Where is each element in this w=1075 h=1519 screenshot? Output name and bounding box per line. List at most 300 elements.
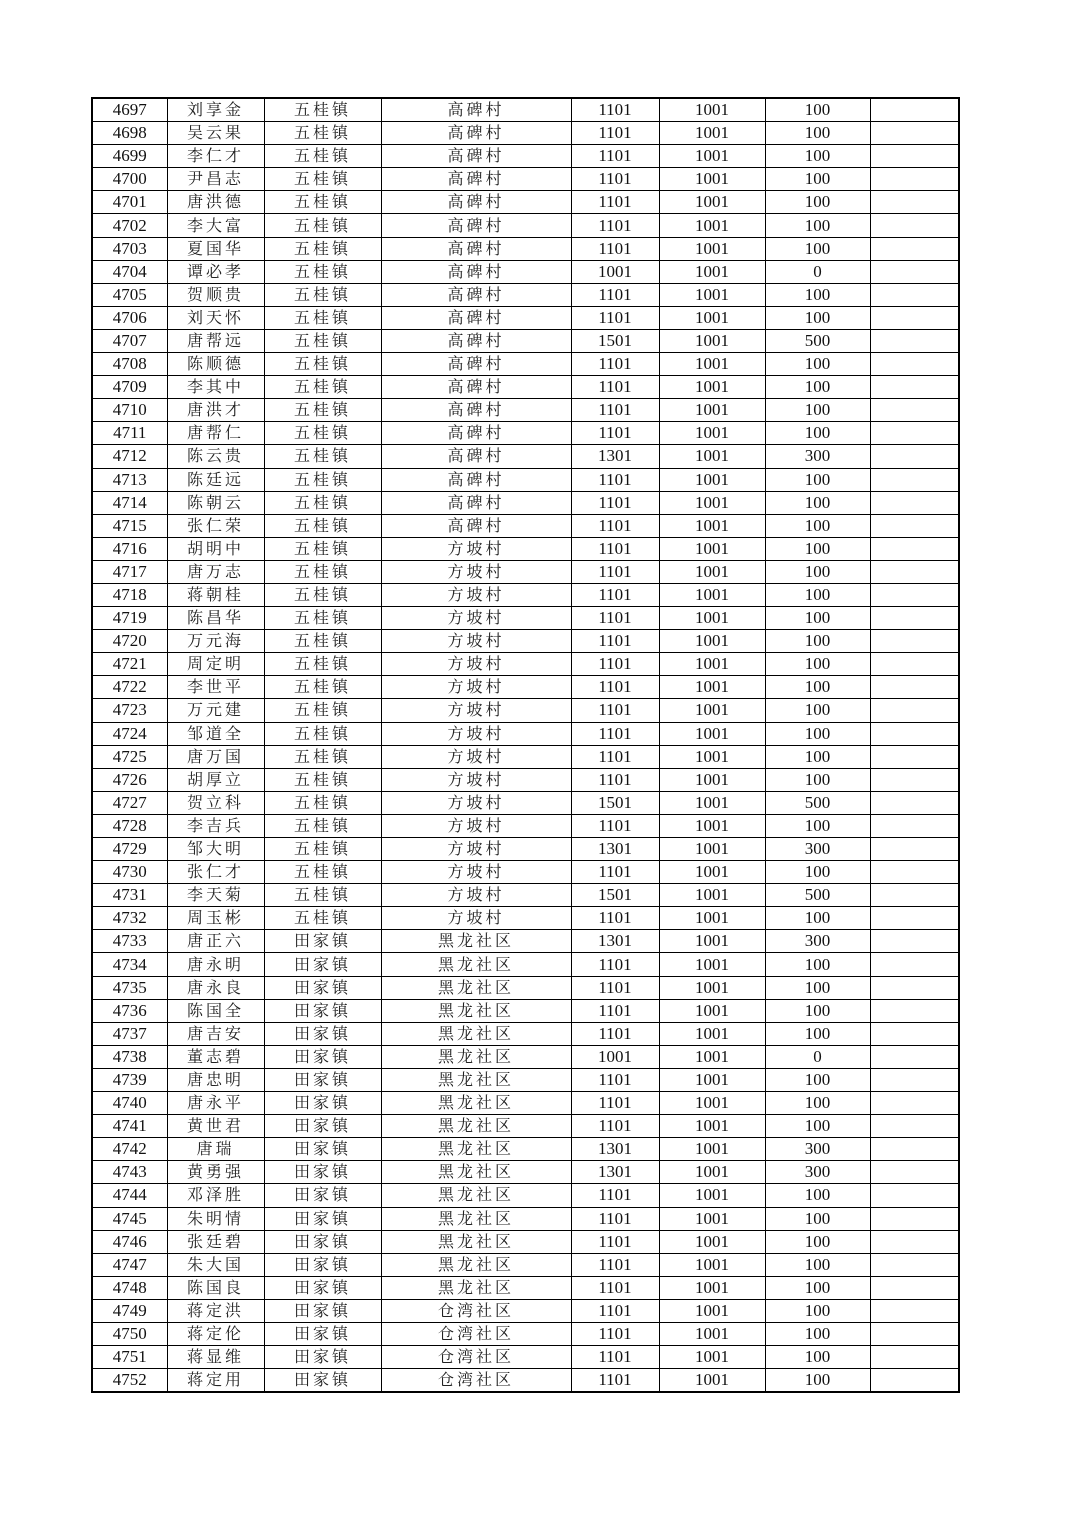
row-number-cell: 4733 [92, 930, 167, 953]
town-cell: 田家镇 [264, 1068, 381, 1091]
difference-cell: 100 [765, 768, 870, 791]
value-a-cell: 1101 [571, 399, 659, 422]
table-row [92, 676, 959, 699]
difference-cell: 100 [765, 168, 870, 191]
difference-cell: 100 [765, 376, 870, 399]
table-row [92, 653, 959, 676]
difference-cell: 100 [765, 514, 870, 537]
row-number-cell: 4743 [92, 1161, 167, 1184]
town-cell: 五桂镇 [264, 560, 381, 583]
name-cell: 唐洪才 [167, 399, 264, 422]
value-a-cell: 1101 [571, 514, 659, 537]
remark-cell [870, 306, 959, 329]
town-cell: 五桂镇 [264, 722, 381, 745]
remark-cell [870, 560, 959, 583]
village-cell: 方坡村 [381, 768, 571, 791]
remark-cell [870, 1207, 959, 1230]
village-cell: 黑龙社区 [381, 1045, 571, 1068]
difference-cell: 100 [765, 722, 870, 745]
village-cell: 高碑村 [381, 399, 571, 422]
name-cell: 唐正六 [167, 930, 264, 953]
value-b-cell: 1001 [659, 445, 765, 468]
difference-cell: 100 [765, 653, 870, 676]
village-cell: 方坡村 [381, 838, 571, 861]
village-cell: 高碑村 [381, 260, 571, 283]
name-cell: 朱明情 [167, 1207, 264, 1230]
name-cell: 唐洪德 [167, 191, 264, 214]
value-a-cell: 1101 [571, 814, 659, 837]
remark-cell [870, 260, 959, 283]
value-b-cell: 1001 [659, 907, 765, 930]
value-b-cell: 1001 [659, 814, 765, 837]
town-cell: 田家镇 [264, 999, 381, 1022]
name-cell: 李天菊 [167, 884, 264, 907]
village-cell: 方坡村 [381, 745, 571, 768]
remark-cell [870, 930, 959, 953]
village-cell: 高碑村 [381, 329, 571, 352]
value-a-cell: 1501 [571, 884, 659, 907]
town-cell: 田家镇 [264, 976, 381, 999]
value-a-cell: 1101 [571, 1230, 659, 1253]
town-cell: 五桂镇 [264, 422, 381, 445]
remark-cell [870, 1068, 959, 1091]
value-a-cell: 1101 [571, 237, 659, 260]
row-number-cell: 4727 [92, 791, 167, 814]
village-cell: 高碑村 [381, 214, 571, 237]
town-cell: 田家镇 [264, 1230, 381, 1253]
name-cell: 张仁才 [167, 861, 264, 884]
town-cell: 五桂镇 [264, 376, 381, 399]
value-b-cell: 1001 [659, 1253, 765, 1276]
difference-cell: 100 [765, 491, 870, 514]
difference-cell: 100 [765, 814, 870, 837]
table-row [92, 907, 959, 930]
value-b-cell: 1001 [659, 1161, 765, 1184]
value-a-cell: 1101 [571, 976, 659, 999]
row-number-cell: 4726 [92, 768, 167, 791]
remark-cell [870, 399, 959, 422]
town-cell: 五桂镇 [264, 98, 381, 122]
value-b-cell: 1001 [659, 98, 765, 122]
difference-cell: 100 [765, 607, 870, 630]
village-cell: 高碑村 [381, 376, 571, 399]
village-cell: 黑龙社区 [381, 1230, 571, 1253]
difference-cell: 100 [765, 745, 870, 768]
remark-cell [870, 1369, 959, 1393]
name-cell: 陈朝云 [167, 491, 264, 514]
value-a-cell: 1101 [571, 676, 659, 699]
town-cell: 田家镇 [264, 1022, 381, 1045]
row-number-cell: 4714 [92, 491, 167, 514]
value-b-cell: 1001 [659, 583, 765, 606]
difference-cell: 100 [765, 1299, 870, 1322]
table-row [92, 768, 959, 791]
value-b-cell: 1001 [659, 791, 765, 814]
town-cell: 田家镇 [264, 930, 381, 953]
table-row [92, 1253, 959, 1276]
table-row [92, 260, 959, 283]
remark-cell [870, 329, 959, 352]
difference-cell: 100 [765, 353, 870, 376]
value-a-cell: 1101 [571, 145, 659, 168]
table-row [92, 1207, 959, 1230]
value-b-cell: 1001 [659, 399, 765, 422]
difference-cell: 100 [765, 399, 870, 422]
row-number-cell: 4700 [92, 168, 167, 191]
town-cell: 五桂镇 [264, 768, 381, 791]
name-cell: 吴云果 [167, 122, 264, 145]
value-b-cell: 1001 [659, 1230, 765, 1253]
table-row [92, 791, 959, 814]
name-cell: 周玉彬 [167, 907, 264, 930]
difference-cell: 100 [765, 1276, 870, 1299]
difference-cell: 300 [765, 1161, 870, 1184]
value-a-cell: 1101 [571, 583, 659, 606]
row-number-cell: 4724 [92, 722, 167, 745]
remark-cell [870, 1022, 959, 1045]
difference-cell: 100 [765, 1115, 870, 1138]
town-cell: 五桂镇 [264, 583, 381, 606]
difference-cell: 100 [765, 560, 870, 583]
remark-cell [870, 168, 959, 191]
village-cell: 高碑村 [381, 514, 571, 537]
town-cell: 五桂镇 [264, 630, 381, 653]
village-cell: 方坡村 [381, 699, 571, 722]
town-cell: 五桂镇 [264, 145, 381, 168]
row-number-cell: 4704 [92, 260, 167, 283]
village-cell: 黑龙社区 [381, 1207, 571, 1230]
remark-cell [870, 630, 959, 653]
difference-cell: 100 [765, 214, 870, 237]
value-a-cell: 1101 [571, 722, 659, 745]
remark-cell [870, 1276, 959, 1299]
village-cell: 黑龙社区 [381, 1138, 571, 1161]
name-cell: 陈云贵 [167, 445, 264, 468]
remark-cell [870, 353, 959, 376]
difference-cell: 300 [765, 1138, 870, 1161]
value-a-cell: 1101 [571, 999, 659, 1022]
remark-cell [870, 1253, 959, 1276]
remark-cell [870, 607, 959, 630]
value-a-cell: 1101 [571, 353, 659, 376]
value-a-cell: 1101 [571, 560, 659, 583]
difference-cell: 100 [765, 1322, 870, 1345]
name-cell: 唐万志 [167, 560, 264, 583]
value-b-cell: 1001 [659, 1115, 765, 1138]
row-number-cell: 4725 [92, 745, 167, 768]
name-cell: 邹大明 [167, 838, 264, 861]
row-number-cell: 4731 [92, 884, 167, 907]
remark-cell [870, 237, 959, 260]
difference-cell: 100 [765, 1184, 870, 1207]
value-a-cell: 1301 [571, 445, 659, 468]
village-cell: 黑龙社区 [381, 1276, 571, 1299]
name-cell: 唐帮仁 [167, 422, 264, 445]
difference-cell: 100 [765, 1230, 870, 1253]
value-b-cell: 1001 [659, 353, 765, 376]
row-number-cell: 4698 [92, 122, 167, 145]
value-a-cell: 1101 [571, 1184, 659, 1207]
table-row [92, 630, 959, 653]
village-cell: 高碑村 [381, 306, 571, 329]
village-cell: 高碑村 [381, 283, 571, 306]
value-a-cell: 1101 [571, 768, 659, 791]
table-row [92, 884, 959, 907]
table-row [92, 122, 959, 145]
row-number-cell: 4742 [92, 1138, 167, 1161]
town-cell: 田家镇 [264, 1322, 381, 1345]
name-cell: 刘天怀 [167, 306, 264, 329]
table-row [92, 699, 959, 722]
table-row [92, 98, 959, 122]
town-cell: 五桂镇 [264, 468, 381, 491]
row-number-cell: 4749 [92, 1299, 167, 1322]
name-cell: 李仁才 [167, 145, 264, 168]
row-number-cell: 4707 [92, 329, 167, 352]
table-row [92, 514, 959, 537]
value-b-cell: 1001 [659, 560, 765, 583]
difference-cell: 100 [765, 583, 870, 606]
name-cell: 陈昌华 [167, 607, 264, 630]
value-a-cell: 1301 [571, 1161, 659, 1184]
table-row [92, 537, 959, 560]
town-cell: 五桂镇 [264, 399, 381, 422]
remark-cell [870, 791, 959, 814]
town-cell: 五桂镇 [264, 745, 381, 768]
difference-cell: 100 [765, 630, 870, 653]
difference-cell: 100 [765, 953, 870, 976]
table-row [92, 1161, 959, 1184]
row-number-cell: 4697 [92, 98, 167, 122]
table-row [92, 237, 959, 260]
difference-cell: 100 [765, 861, 870, 884]
table-row [92, 145, 959, 168]
table-row [92, 999, 959, 1022]
name-cell: 唐吉安 [167, 1022, 264, 1045]
remark-cell [870, 283, 959, 306]
town-cell: 田家镇 [264, 1299, 381, 1322]
row-number-cell: 4745 [92, 1207, 167, 1230]
row-number-cell: 4735 [92, 976, 167, 999]
row-number-cell: 4738 [92, 1045, 167, 1068]
table-row [92, 1068, 959, 1091]
remark-cell [870, 838, 959, 861]
value-a-cell: 1101 [571, 306, 659, 329]
difference-cell: 100 [765, 907, 870, 930]
village-cell: 高碑村 [381, 122, 571, 145]
name-cell: 黄世君 [167, 1115, 264, 1138]
difference-cell: 500 [765, 329, 870, 352]
name-cell: 陈廷远 [167, 468, 264, 491]
table-row [92, 1022, 959, 1045]
town-cell: 田家镇 [264, 1115, 381, 1138]
name-cell: 谭必孝 [167, 260, 264, 283]
value-b-cell: 1001 [659, 214, 765, 237]
value-a-cell: 1101 [571, 861, 659, 884]
value-a-cell: 1101 [571, 491, 659, 514]
row-number-cell: 4719 [92, 607, 167, 630]
difference-cell: 100 [765, 699, 870, 722]
value-b-cell: 1001 [659, 999, 765, 1022]
town-cell: 五桂镇 [264, 653, 381, 676]
village-cell: 高碑村 [381, 168, 571, 191]
value-b-cell: 1001 [659, 1207, 765, 1230]
value-b-cell: 1001 [659, 861, 765, 884]
value-a-cell: 1501 [571, 791, 659, 814]
remark-cell [870, 1322, 959, 1345]
value-a-cell: 1101 [571, 653, 659, 676]
name-cell: 万元海 [167, 630, 264, 653]
town-cell: 田家镇 [264, 1369, 381, 1393]
table-body [92, 98, 959, 1392]
name-cell: 蒋定用 [167, 1369, 264, 1393]
remark-cell [870, 1299, 959, 1322]
difference-cell: 500 [765, 884, 870, 907]
value-a-cell: 1101 [571, 122, 659, 145]
difference-cell: 100 [765, 283, 870, 306]
village-cell: 方坡村 [381, 537, 571, 560]
remark-cell [870, 1138, 959, 1161]
village-cell: 方坡村 [381, 814, 571, 837]
name-cell: 蒋定洪 [167, 1299, 264, 1322]
difference-cell: 100 [765, 145, 870, 168]
remark-cell [870, 468, 959, 491]
table-row [92, 353, 959, 376]
name-cell: 贺顺贵 [167, 283, 264, 306]
village-cell: 高碑村 [381, 491, 571, 514]
name-cell: 蒋朝桂 [167, 583, 264, 606]
row-number-cell: 4718 [92, 583, 167, 606]
value-a-cell: 1101 [571, 607, 659, 630]
remark-cell [870, 422, 959, 445]
remark-cell [870, 653, 959, 676]
table-row [92, 329, 959, 352]
village-cell: 高碑村 [381, 98, 571, 122]
table-row [92, 306, 959, 329]
village-cell: 高碑村 [381, 445, 571, 468]
value-b-cell: 1001 [659, 145, 765, 168]
town-cell: 五桂镇 [264, 329, 381, 352]
value-b-cell: 1001 [659, 283, 765, 306]
table-row [92, 1045, 959, 1068]
row-number-cell: 4717 [92, 560, 167, 583]
remark-cell [870, 861, 959, 884]
value-a-cell: 1101 [571, 1346, 659, 1369]
value-a-cell: 1501 [571, 329, 659, 352]
value-a-cell: 1101 [571, 1092, 659, 1115]
row-number-cell: 4744 [92, 1184, 167, 1207]
table-row [92, 976, 959, 999]
difference-cell: 100 [765, 1253, 870, 1276]
row-number-cell: 4711 [92, 422, 167, 445]
name-cell: 唐忠明 [167, 1068, 264, 1091]
town-cell: 五桂镇 [264, 884, 381, 907]
village-cell: 方坡村 [381, 583, 571, 606]
name-cell: 万元建 [167, 699, 264, 722]
name-cell: 唐万国 [167, 745, 264, 768]
value-b-cell: 1001 [659, 1369, 765, 1393]
row-number-cell: 4747 [92, 1253, 167, 1276]
name-cell: 邹道全 [167, 722, 264, 745]
town-cell: 五桂镇 [264, 283, 381, 306]
town-cell: 田家镇 [264, 953, 381, 976]
value-b-cell: 1001 [659, 376, 765, 399]
village-cell: 黑龙社区 [381, 953, 571, 976]
row-number-cell: 4701 [92, 191, 167, 214]
remark-cell [870, 191, 959, 214]
value-a-cell: 1001 [571, 1045, 659, 1068]
difference-cell: 0 [765, 1045, 870, 1068]
value-a-cell: 1101 [571, 630, 659, 653]
remark-cell [870, 999, 959, 1022]
value-a-cell: 1301 [571, 930, 659, 953]
value-a-cell: 1101 [571, 1253, 659, 1276]
village-cell: 黑龙社区 [381, 930, 571, 953]
value-a-cell: 1101 [571, 1322, 659, 1345]
value-a-cell: 1101 [571, 745, 659, 768]
value-a-cell: 1101 [571, 953, 659, 976]
value-b-cell: 1001 [659, 630, 765, 653]
town-cell: 田家镇 [264, 1092, 381, 1115]
name-cell: 李大富 [167, 214, 264, 237]
value-b-cell: 1001 [659, 468, 765, 491]
town-cell: 五桂镇 [264, 306, 381, 329]
table-row [92, 468, 959, 491]
difference-cell: 500 [765, 791, 870, 814]
difference-cell: 100 [765, 537, 870, 560]
town-cell: 五桂镇 [264, 514, 381, 537]
village-cell: 方坡村 [381, 907, 571, 930]
town-cell: 五桂镇 [264, 861, 381, 884]
value-b-cell: 1001 [659, 1068, 765, 1091]
value-b-cell: 1001 [659, 514, 765, 537]
row-number-cell: 4741 [92, 1115, 167, 1138]
remark-cell [870, 907, 959, 930]
value-a-cell: 1101 [571, 283, 659, 306]
row-number-cell: 4709 [92, 376, 167, 399]
value-a-cell: 1101 [571, 1369, 659, 1393]
value-a-cell: 1101 [571, 1115, 659, 1138]
table-row [92, 1322, 959, 1345]
name-cell: 陈顺德 [167, 353, 264, 376]
village-cell: 方坡村 [381, 653, 571, 676]
row-number-cell: 4721 [92, 653, 167, 676]
remark-cell [870, 953, 959, 976]
row-number-cell: 4732 [92, 907, 167, 930]
table-row [92, 1276, 959, 1299]
remark-cell [870, 98, 959, 122]
village-cell: 黑龙社区 [381, 1115, 571, 1138]
row-number-cell: 4708 [92, 353, 167, 376]
town-cell: 五桂镇 [264, 168, 381, 191]
table-row [92, 583, 959, 606]
town-cell: 五桂镇 [264, 607, 381, 630]
table-row [92, 745, 959, 768]
name-cell: 唐帮远 [167, 329, 264, 352]
village-cell: 黑龙社区 [381, 976, 571, 999]
value-b-cell: 1001 [659, 699, 765, 722]
name-cell: 胡明中 [167, 537, 264, 560]
table-row [92, 607, 959, 630]
village-cell: 高碑村 [381, 145, 571, 168]
remark-cell [870, 1092, 959, 1115]
name-cell: 张仁荣 [167, 514, 264, 537]
table-row [92, 1346, 959, 1369]
row-number-cell: 4723 [92, 699, 167, 722]
value-a-cell: 1101 [571, 214, 659, 237]
remark-cell [870, 1115, 959, 1138]
table-row [92, 838, 959, 861]
